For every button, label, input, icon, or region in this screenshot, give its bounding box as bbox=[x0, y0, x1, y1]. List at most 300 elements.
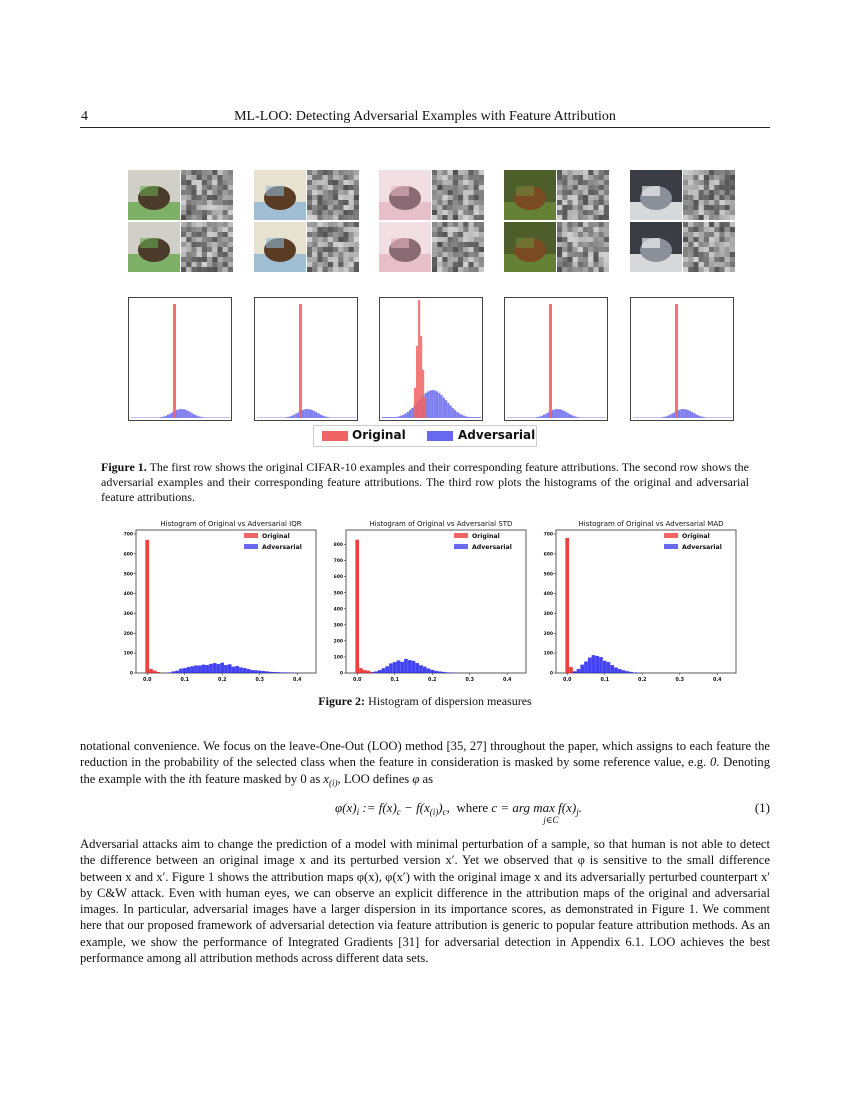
adversarial-bar bbox=[273, 672, 277, 673]
adversarial-bar bbox=[239, 667, 243, 673]
adversarial-bar bbox=[680, 409, 682, 418]
equation-body: $\varphi(x)_i$ := $f(x)_c - f(x_{(i)})_c$, where c = arg max j∈C $f(x)_j$. bbox=[335, 800, 582, 825]
original-image-horse-deer bbox=[504, 170, 556, 220]
adversarial-bar bbox=[217, 418, 219, 419]
adversarial-bar bbox=[595, 418, 597, 419]
adversarial-bar bbox=[374, 671, 378, 673]
adversarial-bar bbox=[382, 417, 384, 418]
y-tick-label: 300 bbox=[333, 623, 343, 629]
original-attribution-truck bbox=[181, 170, 233, 220]
adversarial-bar bbox=[277, 418, 279, 419]
adversarial-bar bbox=[343, 418, 345, 419]
adversarial-bar bbox=[194, 415, 196, 418]
original-bar bbox=[549, 304, 552, 418]
adversarial-bar bbox=[264, 418, 266, 419]
eq-argmax: c = arg max bbox=[491, 800, 555, 815]
y-tick-label: 300 bbox=[123, 612, 133, 618]
adversarial-bar bbox=[385, 666, 389, 673]
eq-mid: − f(x bbox=[404, 800, 430, 815]
adversarial-bar bbox=[325, 416, 327, 418]
adversarial-bar bbox=[614, 667, 618, 673]
adversarial-bar bbox=[151, 418, 153, 419]
adversarial-bar bbox=[602, 418, 604, 419]
adversarial-bar bbox=[573, 671, 577, 673]
adversarial-attribution-horse-deer bbox=[557, 222, 609, 272]
adversarial-bar bbox=[214, 418, 216, 419]
adversarial-bar bbox=[660, 417, 662, 418]
adversarial-bar bbox=[725, 418, 727, 419]
x-tick-label: 0.0 bbox=[563, 678, 572, 683]
adversarial-bar bbox=[405, 413, 407, 418]
adversarial-bar bbox=[603, 661, 607, 673]
legend-label-original: Original bbox=[352, 428, 406, 442]
adversarial-bar bbox=[468, 417, 470, 418]
legend-swatch-adversarial bbox=[427, 431, 453, 441]
adversarial-bar bbox=[402, 415, 404, 418]
adversarial-bar bbox=[250, 670, 254, 673]
figure-2-caption bbox=[0, 694, 850, 709]
adversarial-bar bbox=[412, 661, 416, 673]
adversarial-bar bbox=[518, 418, 520, 419]
adversarial-bar bbox=[714, 418, 716, 419]
adversarial-bar bbox=[629, 672, 633, 673]
para1-part-a: notational convenience. We focus on the leave-One-Out (LOO) method [35, 27] throughout the paper, which assigns to each feature the reduction in the probability of the selected class when the feature in consideration is masked by some reference value, e.g. bbox=[80, 739, 770, 770]
adversarial-bar bbox=[179, 669, 183, 673]
adversarial-bar bbox=[423, 667, 427, 673]
para1-i: i bbox=[188, 771, 192, 786]
chart-title: Histogram of Original vs Adversarial STD bbox=[369, 520, 513, 528]
adversarial-bar bbox=[354, 418, 356, 419]
figure-2-caption-text: Histogram of dispersion measures bbox=[368, 694, 532, 708]
adversarial-bar bbox=[201, 417, 203, 418]
para1-part-b: . Denoting the example with the bbox=[80, 755, 770, 786]
adversarial-bar bbox=[178, 409, 180, 418]
adversarial-bar bbox=[644, 418, 646, 419]
eq-rhs: := f(x) bbox=[362, 800, 397, 815]
eq-where: where bbox=[456, 800, 489, 815]
adversarial-bar bbox=[277, 672, 281, 673]
y-tick-label: 500 bbox=[123, 572, 133, 578]
original-bar bbox=[363, 670, 367, 673]
adversarial-bar bbox=[198, 665, 202, 673]
original-bar bbox=[422, 370, 424, 418]
adversarial-bar bbox=[430, 670, 434, 673]
adversarial-bar bbox=[187, 411, 189, 418]
adversarial-bar bbox=[649, 418, 651, 419]
paragraph-2: Adversarial attacks aim to change the prediction of a model with minimal perturbation of a sample, so that human is not able to detect the difference between an original image x and its perturbed version x′. Yet we observed that φ is sensitive to the small difference between x and x′. Figure 1 shows the attribution maps φ(x), φ(x′) with the original image x and its adversarially perturbed counterpart x′ by C&W attack. Even with human eyes, we can observe an explicit difference in the attribution maps of the original and adversarial images. In particular, adversarial images have a larger dispersion in its importance scores, as demonstrated in Figure 1. We comment here that our proposed framework of adversarial detection via feature attribution is generic to popular feature attribution methods. As an example, we show the performance of Integrated Gradients [31] for adversarial detection in Appendix 6.1. LOO achieves the best performance among all attribution methods across different data sets. bbox=[80, 837, 770, 966]
original-bar bbox=[359, 668, 363, 673]
adversarial-bar bbox=[217, 664, 221, 673]
adversarial-bar bbox=[384, 417, 386, 418]
adversarial-bar bbox=[202, 665, 206, 673]
figure-2-label: Figure 2: bbox=[318, 694, 366, 708]
para1-zero: 0 bbox=[709, 755, 717, 770]
adversarial-bar bbox=[172, 671, 176, 673]
adversarial-bar bbox=[479, 417, 481, 418]
adversarial-bar bbox=[219, 418, 221, 419]
equation-1 bbox=[80, 796, 770, 826]
y-tick-label: 300 bbox=[543, 612, 553, 618]
legend-swatch-original bbox=[322, 431, 348, 441]
adversarial-bar bbox=[347, 418, 349, 419]
adversarial-bar bbox=[396, 417, 398, 418]
x-tick-label: 0.2 bbox=[638, 678, 647, 683]
adversarial-image-car bbox=[630, 222, 682, 272]
adversarial-bar bbox=[223, 418, 225, 419]
adversarial-bar bbox=[271, 418, 273, 419]
legend-label: Original bbox=[682, 533, 710, 540]
adversarial-bar bbox=[514, 418, 516, 419]
adversarial-bar bbox=[221, 418, 223, 419]
adversarial-bar bbox=[165, 416, 167, 418]
adversarial-bar bbox=[334, 418, 336, 419]
original-image-cat bbox=[379, 170, 431, 220]
adversarial-bar bbox=[247, 669, 251, 673]
x-tick-label: 0.1 bbox=[600, 678, 609, 683]
adversarial-bar bbox=[176, 410, 178, 418]
adversarial-bar bbox=[521, 418, 523, 419]
adversarial-bar bbox=[465, 416, 467, 418]
adversarial-bar bbox=[167, 415, 169, 418]
adversarial-bar bbox=[436, 391, 438, 418]
adversarial-bar bbox=[512, 418, 514, 419]
adversarial-bar bbox=[523, 418, 525, 419]
original-image-truck bbox=[128, 170, 180, 220]
x-tick-label: 0.4 bbox=[293, 678, 302, 683]
adversarial-bar bbox=[678, 410, 680, 418]
header-rule bbox=[80, 127, 770, 128]
adversarial-bar bbox=[378, 670, 382, 673]
adversarial-bar bbox=[595, 656, 599, 673]
adversarial-bar bbox=[577, 669, 581, 673]
chart-title: Histogram of Original vs Adversarial MAD bbox=[578, 520, 724, 528]
adversarial-bar bbox=[607, 662, 611, 673]
adversarial-bar bbox=[322, 416, 324, 418]
adversarial-bar bbox=[411, 408, 413, 418]
adversarial-bar bbox=[662, 417, 664, 418]
original-bar bbox=[416, 346, 418, 418]
adversarial-bar bbox=[687, 410, 689, 418]
y-tick-label: 200 bbox=[123, 631, 133, 637]
adversarial-bar bbox=[258, 671, 262, 673]
original-bar bbox=[173, 304, 176, 418]
adversarial-bar bbox=[728, 418, 730, 419]
adversarial-bar bbox=[336, 418, 338, 419]
adversarial-bar bbox=[584, 418, 586, 419]
adversarial-bar bbox=[190, 412, 192, 418]
adversarial-bar bbox=[593, 418, 595, 419]
original-bar bbox=[418, 300, 420, 418]
adversarial-bar bbox=[539, 416, 541, 418]
adversarial-bar bbox=[716, 418, 718, 419]
adversarial-bar bbox=[701, 416, 703, 418]
adversarial-bar bbox=[370, 672, 374, 673]
adversarial-bar bbox=[703, 417, 705, 418]
adversarial-bar bbox=[262, 671, 266, 673]
figure-1-caption bbox=[101, 460, 749, 505]
original-attribution-cat bbox=[432, 170, 484, 220]
y-tick-label: 700 bbox=[333, 559, 343, 565]
adversarial-bar bbox=[470, 417, 472, 418]
adversarial-bar bbox=[572, 416, 574, 418]
adversarial-bar bbox=[168, 672, 172, 673]
adversarial-bar bbox=[638, 418, 640, 419]
adversarial-bar bbox=[196, 416, 198, 418]
adversarial-bar bbox=[692, 412, 694, 418]
adversarial-bar bbox=[427, 669, 431, 673]
y-tick-label: 600 bbox=[123, 552, 133, 558]
adversarial-bar bbox=[313, 411, 315, 418]
adversarial-bar bbox=[698, 416, 700, 418]
adversarial-bar bbox=[212, 418, 214, 419]
adversarial-bar bbox=[311, 410, 313, 418]
adversarial-bar bbox=[331, 418, 333, 419]
adversarial-bar bbox=[625, 671, 629, 673]
adversarial-bar bbox=[158, 417, 160, 418]
attribution-histogram-truck bbox=[128, 297, 232, 421]
adversarial-bar bbox=[651, 418, 653, 419]
adversarial-bar bbox=[156, 418, 158, 419]
adversarial-bar bbox=[224, 665, 228, 673]
adversarial-bar bbox=[192, 414, 194, 418]
adversarial-bar bbox=[640, 418, 642, 419]
adversarial-bar bbox=[205, 418, 207, 419]
x-tick-label: 0.4 bbox=[713, 678, 722, 683]
adversarial-bar bbox=[599, 657, 603, 673]
adversarial-bar bbox=[140, 418, 142, 419]
adversarial-bar bbox=[452, 408, 454, 418]
adversarial-bar bbox=[599, 418, 601, 419]
adversarial-bar bbox=[445, 400, 447, 418]
adversarial-bar bbox=[228, 664, 232, 673]
adversarial-bar bbox=[291, 416, 293, 418]
adversarial-bar bbox=[719, 418, 721, 419]
original-bar bbox=[424, 398, 426, 418]
adversarial-bar bbox=[419, 665, 423, 673]
adversarial-bar bbox=[280, 418, 282, 419]
y-tick-label: 600 bbox=[333, 575, 343, 581]
adversarial-bar bbox=[183, 409, 185, 418]
adversarial-bar bbox=[352, 418, 354, 419]
adversarial-bar bbox=[199, 416, 201, 418]
adversarial-bar bbox=[633, 418, 635, 419]
legend-label: Adversarial bbox=[682, 544, 722, 551]
adversarial-bar bbox=[181, 409, 183, 418]
adversarial-bar bbox=[382, 668, 386, 673]
adversarial-bar bbox=[653, 418, 655, 419]
eq-f: f(x) bbox=[558, 800, 577, 815]
adversarial-bar bbox=[393, 662, 397, 673]
adversarial-image-truck bbox=[128, 222, 180, 272]
adversarial-bar bbox=[527, 418, 529, 419]
legend-label: Adversarial bbox=[472, 544, 512, 551]
x-sub-i: $x_{(i)}$ bbox=[323, 771, 338, 788]
adversarial-bar bbox=[642, 418, 644, 419]
adversarial-bar bbox=[327, 417, 329, 418]
adversarial-bar bbox=[507, 418, 509, 419]
adversarial-bar bbox=[559, 409, 561, 418]
adversarial-bar bbox=[398, 416, 400, 418]
adversarial-bar bbox=[427, 391, 429, 418]
adversarial-bar bbox=[282, 418, 284, 419]
y-tick-label: 200 bbox=[543, 631, 553, 637]
adversarial-bar bbox=[570, 415, 572, 418]
adversarial-bar bbox=[597, 418, 599, 419]
adversarial-bar bbox=[259, 418, 261, 419]
x-tick-label: 0.0 bbox=[353, 678, 362, 683]
legend-label-adversarial: Adversarial bbox=[458, 428, 536, 442]
equation-number: (1) bbox=[754, 800, 770, 815]
adversarial-bar bbox=[289, 416, 291, 418]
adversarial-image-cat bbox=[379, 222, 431, 272]
adversarial-bar bbox=[389, 663, 393, 673]
y-tick-label: 0 bbox=[549, 671, 553, 677]
x-tick-label: 0.4 bbox=[503, 678, 512, 683]
x-tick-label: 0.3 bbox=[255, 678, 264, 683]
adversarial-bar bbox=[302, 410, 304, 418]
adversarial-bar bbox=[210, 418, 212, 419]
adversarial-bar bbox=[656, 418, 658, 419]
adversarial-bar bbox=[610, 665, 614, 673]
x-tick-label: 0.3 bbox=[675, 678, 684, 683]
original-bar bbox=[157, 672, 161, 673]
adversarial-bar bbox=[190, 666, 194, 673]
adversarial-bar bbox=[393, 417, 395, 418]
adversarial-bar bbox=[265, 671, 269, 673]
adversarial-bar bbox=[273, 418, 275, 419]
adversarial-bar bbox=[456, 412, 458, 418]
attribution-histogram-cat bbox=[379, 297, 483, 421]
adversarial-bar bbox=[705, 417, 707, 418]
y-tick-label: 500 bbox=[543, 572, 553, 578]
y-tick-label: 700 bbox=[543, 532, 553, 538]
adversarial-bar bbox=[534, 417, 536, 418]
x-tick-label: 0.3 bbox=[465, 678, 474, 683]
adversarial-bar bbox=[338, 418, 340, 419]
adversarial-bar bbox=[320, 415, 322, 418]
adversarial-bar bbox=[226, 418, 228, 419]
legend-label: Adversarial bbox=[262, 544, 302, 551]
phi-symbol: φ bbox=[412, 771, 420, 786]
para1-part-e: as bbox=[419, 771, 433, 786]
y-tick-label: 0 bbox=[339, 671, 343, 677]
adversarial-bar bbox=[389, 417, 391, 418]
adversarial-bar bbox=[442, 672, 446, 673]
adversarial-bar bbox=[712, 418, 714, 419]
adversarial-bar bbox=[557, 409, 559, 418]
adversarial-bar bbox=[262, 418, 264, 419]
adversarial-bar bbox=[730, 418, 732, 419]
original-attribution-car bbox=[683, 170, 735, 220]
adversarial-bar bbox=[586, 418, 588, 419]
adversarial-bar bbox=[316, 412, 318, 418]
adversarial-bar bbox=[183, 668, 187, 673]
y-tick-label: 600 bbox=[543, 552, 553, 558]
adversarial-bar bbox=[459, 413, 461, 418]
y-tick-label: 700 bbox=[123, 532, 133, 538]
adversarial-bar bbox=[149, 418, 151, 419]
adversarial-bar bbox=[187, 667, 191, 673]
adversarial-bar bbox=[340, 418, 342, 419]
adversarial-bar bbox=[429, 390, 431, 418]
adversarial-bar bbox=[209, 664, 213, 673]
adversarial-attribution-truck bbox=[181, 222, 233, 272]
adversarial-bar bbox=[268, 418, 270, 419]
x-tick-label: 0.2 bbox=[218, 678, 227, 683]
adversarial-bar bbox=[450, 406, 452, 418]
adversarial-bar bbox=[228, 418, 230, 419]
adversarial-bar bbox=[618, 669, 622, 673]
adversarial-bar bbox=[136, 418, 138, 419]
adversarial-bar bbox=[133, 418, 135, 419]
adversarial-bar bbox=[235, 666, 239, 673]
adversarial-bar bbox=[163, 416, 165, 418]
y-tick-label: 0 bbox=[129, 671, 133, 677]
para1-part-d: , LOO defines bbox=[337, 771, 413, 786]
adversarial-bar bbox=[577, 417, 579, 418]
y-tick-label: 100 bbox=[333, 655, 343, 661]
adversarial-bar bbox=[213, 663, 217, 673]
running-title: ML-LOO: Detecting Adversarial Examples with Feature Attribution bbox=[234, 109, 616, 124]
adversarial-image-horse-deer bbox=[504, 222, 556, 272]
adversarial-bar bbox=[474, 417, 476, 418]
adversarial-bar bbox=[345, 418, 347, 419]
adversarial-bar bbox=[404, 659, 408, 673]
adversarial-bar bbox=[568, 414, 570, 418]
page-number: 4 bbox=[81, 109, 88, 124]
adversarial-bar bbox=[723, 418, 725, 419]
adversarial-bar bbox=[694, 414, 696, 418]
legend-label: Original bbox=[472, 533, 500, 540]
adversarial-bar bbox=[552, 410, 554, 418]
adversarial-bar bbox=[280, 672, 284, 673]
adversarial-bar bbox=[438, 671, 442, 673]
y-tick-label: 400 bbox=[333, 607, 343, 613]
adversarial-bar bbox=[604, 418, 606, 419]
adversarial-bar bbox=[415, 663, 419, 673]
chart-std bbox=[326, 518, 536, 686]
adversarial-bar bbox=[175, 671, 179, 673]
adversarial-bar bbox=[434, 390, 436, 418]
adversarial-bar bbox=[525, 418, 527, 419]
adversarial-bar bbox=[566, 412, 568, 418]
adversarial-bar bbox=[269, 672, 273, 673]
original-image-horse bbox=[254, 170, 306, 220]
adversarial-bar bbox=[658, 418, 660, 419]
adversarial-bar bbox=[349, 418, 351, 419]
y-tick-label: 500 bbox=[333, 591, 343, 597]
adversarial-bar bbox=[432, 390, 434, 418]
adversarial-bar bbox=[318, 414, 320, 418]
adversarial-bar bbox=[447, 403, 449, 418]
original-bar bbox=[420, 336, 422, 418]
adversarial-bar bbox=[445, 672, 449, 673]
x-tick-label: 0.1 bbox=[180, 678, 189, 683]
adversarial-bar bbox=[254, 670, 258, 673]
y-tick-label: 400 bbox=[123, 592, 133, 598]
adversarial-attribution-cat bbox=[432, 222, 484, 272]
adversarial-bar bbox=[408, 660, 412, 673]
adversarial-attribution-car bbox=[683, 222, 735, 272]
adversarial-bar bbox=[194, 665, 198, 673]
adversarial-bar bbox=[581, 418, 583, 419]
adversarial-bar bbox=[232, 667, 236, 673]
adversarial-bar bbox=[387, 417, 389, 418]
adversarial-bar bbox=[407, 412, 409, 418]
adversarial-bar bbox=[243, 668, 247, 673]
adversarial-bar bbox=[683, 409, 685, 418]
adversarial-bar bbox=[669, 415, 671, 418]
